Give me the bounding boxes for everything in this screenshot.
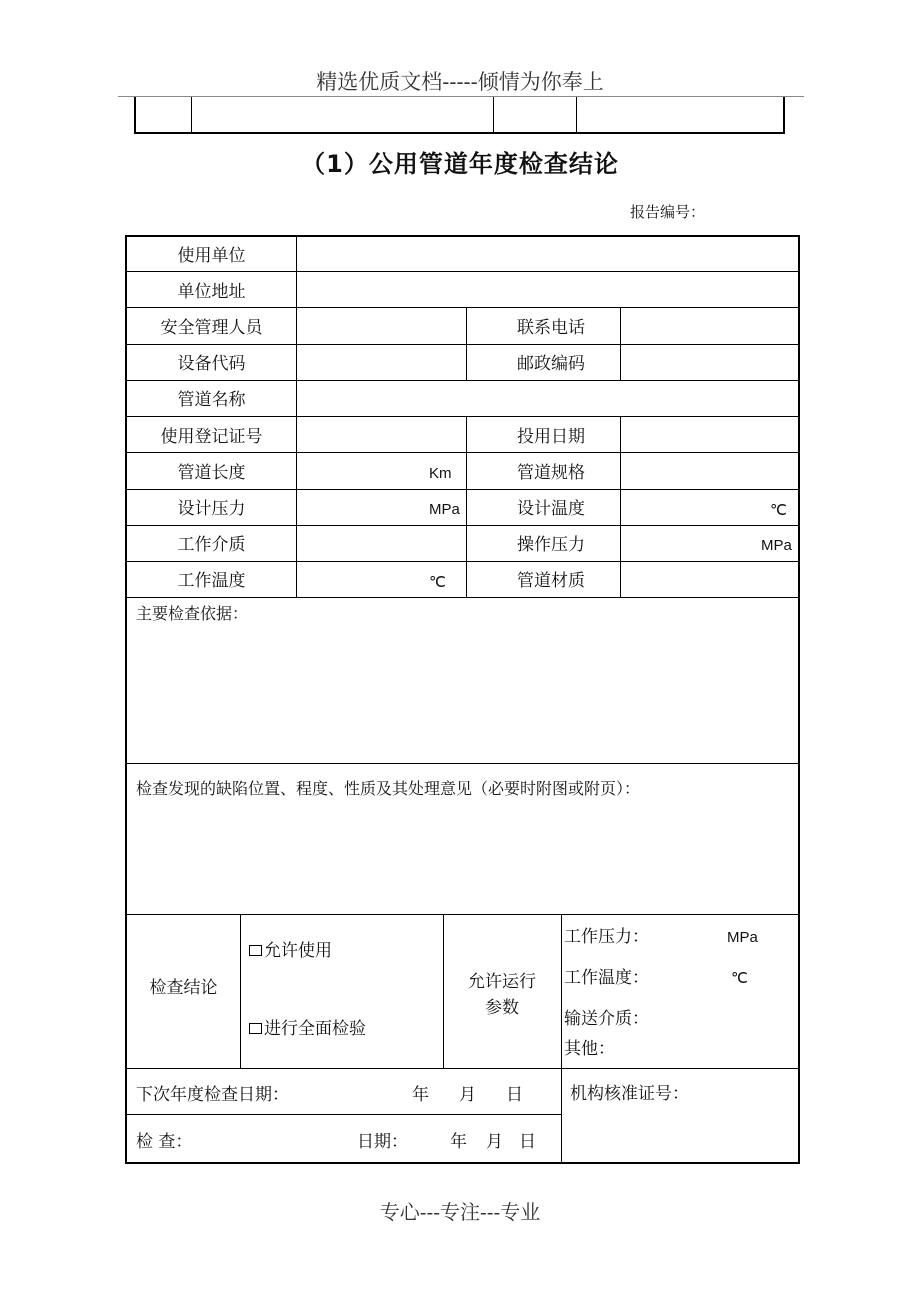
row-line (127, 452, 800, 453)
work-temp-label: 工作温度 (177, 571, 246, 591)
previous-table-fragment (134, 97, 785, 134)
row-line (127, 416, 800, 417)
col-line (561, 914, 562, 1164)
checkbox-icon[interactable] (249, 1023, 262, 1034)
row-line (127, 1068, 800, 1069)
medium-param-label: 输送介质： (564, 1009, 649, 1029)
design-temp-label: 设计温度 (517, 499, 585, 519)
pipe-spec-label: 管道规格 (517, 463, 585, 483)
device-code-label: 设备代码 (177, 354, 246, 374)
checkbox-icon[interactable] (249, 945, 262, 956)
other-param-label: 其他： (564, 1039, 615, 1059)
row-line (127, 344, 800, 345)
row-line (127, 271, 800, 272)
option-full-inspection-label: 进行全面检验 (264, 1019, 366, 1039)
conclusion-label: 检查结论 (149, 978, 218, 998)
registration-no-label: 使用登记证号 (160, 427, 263, 447)
work-temp-unit: ℃ (429, 574, 446, 591)
fragment-divider (576, 97, 577, 132)
option-allow-use[interactable] (249, 941, 332, 961)
next-date-year: 年 (412, 1085, 429, 1105)
report-number-label: 报告编号： (630, 203, 706, 221)
inspection-date-day: 日 (519, 1132, 536, 1152)
fragment-divider (493, 97, 494, 132)
operating-pressure-label: 操作压力 (517, 535, 585, 555)
defects-label: 检查发现的缺陷位置、程度、性质及其处理意见（必要时附图或附页）： (136, 779, 641, 798)
inspection-date-label: 日期： (357, 1132, 408, 1152)
pipe-length-unit: Km (429, 465, 452, 482)
inspection-form (125, 235, 800, 1164)
use-unit-label: 使用单位 (177, 246, 246, 266)
design-pressure-unit: MPa (429, 501, 460, 518)
institution-cert-label: 机构核准证号： (570, 1084, 689, 1104)
work-temp-param-label: 工作温度： (564, 968, 649, 988)
next-date-month: 月 (459, 1085, 476, 1105)
next-inspection-date-label: 下次年度检查日期： (136, 1085, 289, 1105)
work-temp-param-unit: ℃ (731, 970, 748, 987)
row-line (127, 525, 800, 526)
allowed-params-label-line1: 允许运行 (468, 972, 536, 992)
row-line (127, 380, 800, 381)
row-line (127, 489, 800, 490)
contact-phone-label: 联系电话 (517, 318, 585, 338)
document-title: （1）公用管道年度检查结论 (301, 150, 619, 178)
inspector-label: 检 查： (136, 1132, 193, 1152)
design-pressure-label: 设计压力 (177, 499, 246, 519)
row-line (127, 914, 800, 915)
row-line (127, 307, 800, 308)
next-date-day: 日 (506, 1085, 523, 1105)
inspection-date-year: 年 (450, 1132, 467, 1152)
pipe-length-label: 管道长度 (177, 463, 246, 483)
inspection-basis-label: 主要检查依据： (136, 604, 249, 623)
postal-code-label: 邮政编码 (517, 354, 585, 374)
page-header: 精选优质文档-----倾情为你奉上 (316, 70, 604, 94)
operating-pressure-unit: MPa (761, 537, 792, 554)
allowed-params-label-line2: 参数 (485, 998, 519, 1018)
design-temp-unit: ℃ (770, 502, 787, 519)
work-medium-label: 工作介质 (177, 535, 246, 555)
pipe-material-label: 管道材质 (517, 571, 585, 591)
pipe-name-label: 管道名称 (177, 390, 246, 410)
option-full-inspection[interactable] (249, 1019, 366, 1039)
in-service-date-label: 投用日期 (517, 427, 585, 447)
option-allow-use-label: 允许使用 (264, 941, 332, 961)
row-line (127, 561, 800, 562)
col-line (240, 914, 241, 1068)
fragment-divider (191, 97, 192, 132)
row-line (127, 763, 800, 764)
unit-address-label: 单位地址 (177, 282, 246, 302)
row-line (127, 597, 800, 598)
safety-manager-label: 安全管理人员 (160, 318, 263, 338)
col-line (296, 237, 297, 597)
row-line (127, 1114, 561, 1115)
work-pressure-param-unit: MPa (727, 929, 758, 946)
page-footer: 专心---专注---专业 (379, 1200, 541, 1224)
inspection-date-month: 月 (486, 1132, 503, 1152)
work-pressure-param-label: 工作压力： (564, 927, 649, 947)
